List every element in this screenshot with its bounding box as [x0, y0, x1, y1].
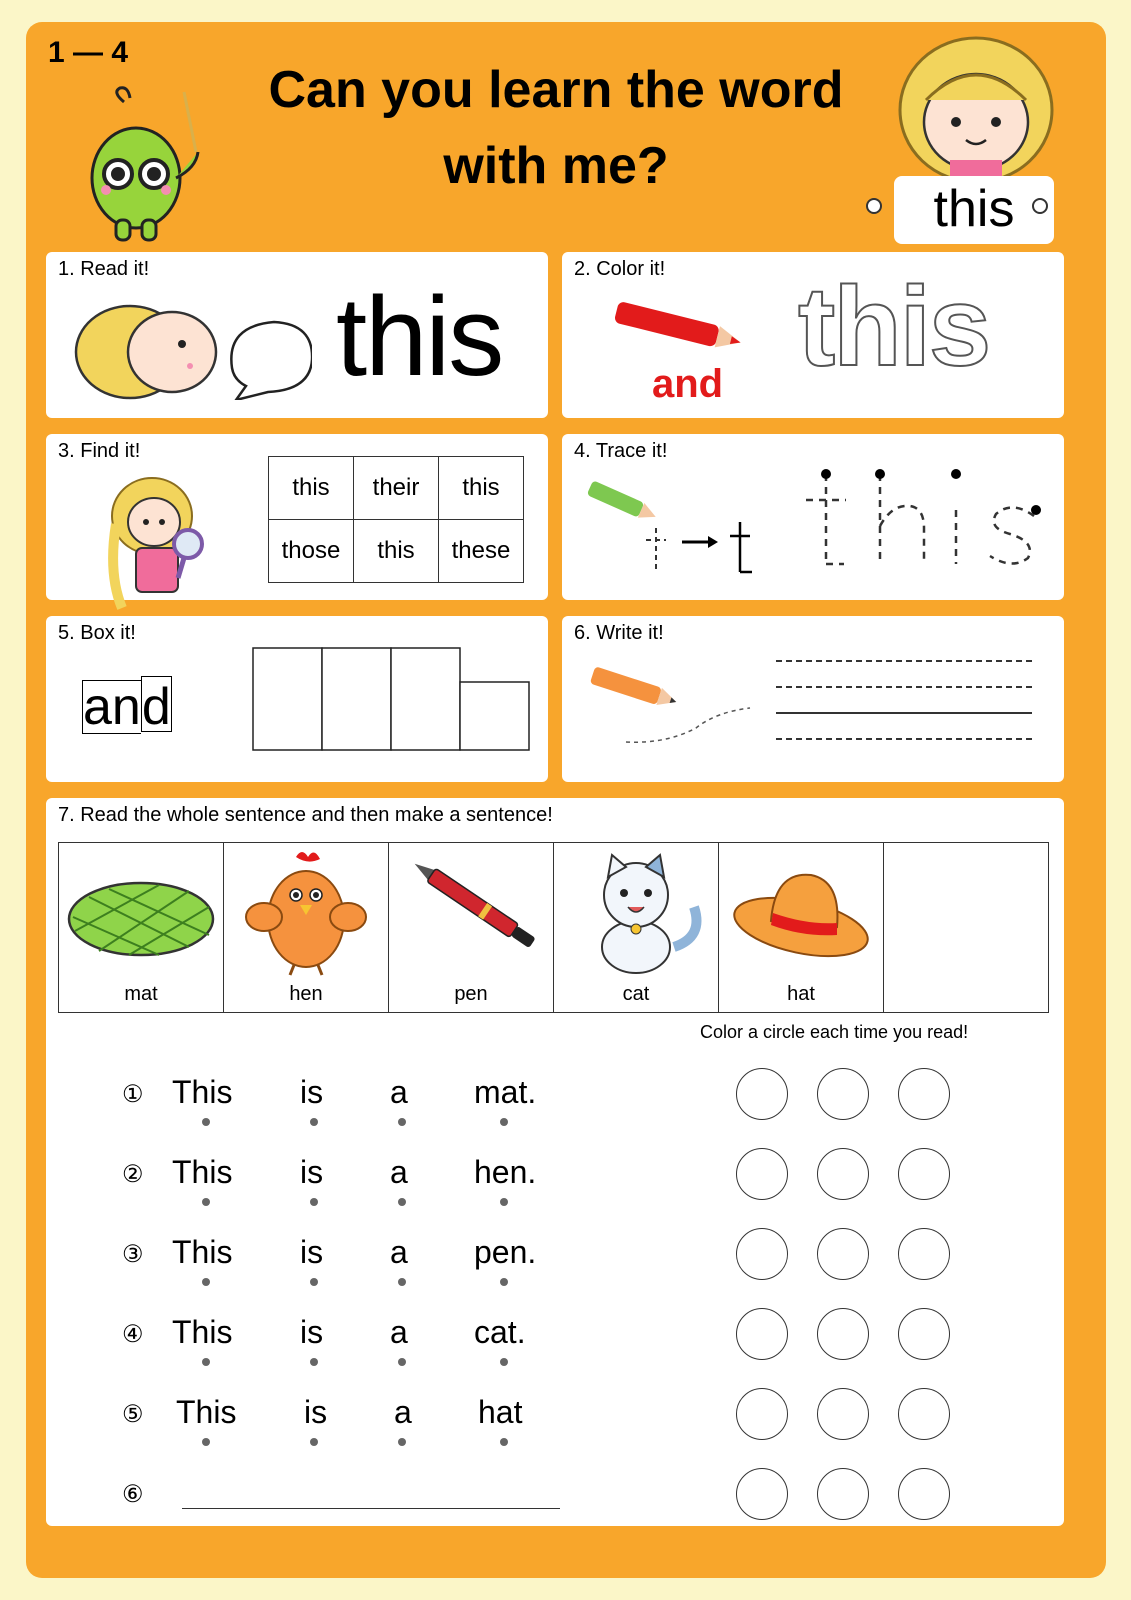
sentence-word: a	[390, 1314, 408, 1350]
picture-word: pen	[454, 983, 488, 1005]
read-circle[interactable]	[736, 1148, 788, 1200]
picture-cell-hen	[224, 843, 389, 1013]
read-circle[interactable]	[817, 1148, 869, 1200]
read-circle[interactable]	[817, 1308, 869, 1360]
page-title	[226, 52, 886, 204]
panel-read-label: 1. Read it!	[58, 258, 150, 280]
grid-cell[interactable]: these	[439, 520, 524, 583]
letter-boxes[interactable]	[252, 646, 534, 752]
panel-find	[46, 434, 548, 600]
mat-icon	[59, 847, 224, 977]
read-circle[interactable]	[736, 1468, 788, 1520]
sentence-word: This	[172, 1074, 233, 1110]
picture-word: cat	[622, 983, 650, 1005]
box-letter: n	[111, 678, 141, 736]
own-sentence-line[interactable]	[182, 1508, 560, 1509]
panel-trace-label: 4. Trace it!	[574, 440, 668, 462]
pen-icon	[389, 847, 554, 977]
sentence-word: This	[172, 1234, 233, 1270]
writing-line-top[interactable]	[776, 660, 1032, 662]
read-circle[interactable]	[898, 1228, 950, 1280]
crayon-word: and	[652, 362, 724, 406]
read-circle[interactable]	[898, 1148, 950, 1200]
read-circle[interactable]	[898, 1068, 950, 1120]
girl-magnifier-icon	[106, 474, 216, 610]
row-number: ③	[122, 1241, 144, 1268]
row-number: ①	[122, 1081, 144, 1108]
sentence-word: hen.	[474, 1154, 537, 1190]
sentence-row-4	[46, 1314, 1046, 1374]
card-pin-right	[1032, 198, 1048, 214]
picture-cell-empty[interactable]	[884, 843, 1049, 1013]
read-circle[interactable]	[736, 1388, 788, 1440]
word-dot	[202, 1118, 210, 1126]
read-circle[interactable]	[817, 1388, 869, 1440]
picture-cell-hat	[719, 843, 884, 1013]
sentence-row-3	[46, 1234, 1046, 1294]
writing-line-bottom[interactable]	[776, 738, 1032, 740]
title-line-2: with me?	[443, 137, 669, 195]
sentence-word: is	[300, 1154, 324, 1190]
row-number: ⑥	[122, 1481, 144, 1508]
worksheet	[26, 22, 1106, 1578]
panel-color	[562, 252, 1064, 418]
word-dot	[500, 1438, 508, 1446]
sentence-row-1	[46, 1074, 1046, 1134]
read-circle[interactable]	[736, 1228, 788, 1280]
grid-cell[interactable]: their	[354, 457, 439, 520]
grid-cell[interactable]: those	[269, 520, 354, 583]
read-circle[interactable]	[736, 1068, 788, 1120]
sentence-word: This	[172, 1314, 233, 1350]
boxed-example-word	[82, 680, 172, 734]
panel-sentence	[46, 798, 1064, 1526]
sentence-row-2	[46, 1154, 1046, 1214]
picture-word: hen	[289, 983, 323, 1005]
outline-word[interactable]: this	[798, 264, 990, 389]
sentence-word: hat	[478, 1394, 523, 1430]
read-circle[interactable]	[817, 1468, 869, 1520]
trace-word-icon[interactable]	[796, 460, 1046, 580]
box-letter: a	[83, 678, 112, 736]
word-dot	[398, 1358, 406, 1366]
cat-icon	[554, 847, 719, 977]
sentence-row-5	[46, 1394, 1046, 1454]
card-pin-left	[866, 198, 882, 214]
panel-sentence-label: 7. Read the whole sentence and then make a sentence!	[58, 804, 553, 826]
sentence-word: is	[300, 1234, 324, 1270]
grid-cell[interactable]: this	[269, 457, 354, 520]
row-number: ④	[122, 1321, 144, 1348]
row-number: ②	[122, 1161, 144, 1188]
picture-cell-pen	[389, 843, 554, 1013]
trace-example-icon	[582, 474, 762, 584]
sentence-word: a	[390, 1074, 408, 1110]
panel-read	[46, 252, 548, 418]
grid-cell[interactable]: this	[439, 457, 524, 520]
picture-table	[58, 842, 1049, 1013]
read-word: this	[336, 274, 503, 399]
picture-cell-cat	[554, 843, 719, 1013]
panel-box-label: 5. Box it!	[58, 622, 136, 644]
picture-cell-mat	[59, 843, 224, 1013]
word-dot	[500, 1198, 508, 1206]
word-dot	[202, 1358, 210, 1366]
word-dot	[500, 1358, 508, 1366]
find-word-grid	[268, 456, 524, 583]
read-circle[interactable]	[898, 1388, 950, 1440]
green-mascot-icon	[84, 82, 224, 242]
red-crayon-icon	[608, 302, 748, 356]
sentence-word: a	[394, 1394, 412, 1430]
picture-word: mat	[124, 983, 158, 1005]
hat-icon	[719, 847, 884, 977]
read-circle[interactable]	[817, 1228, 869, 1280]
writing-line-upper[interactable]	[776, 686, 1032, 688]
reading-hint: Color a circle each time you read!	[700, 1022, 969, 1042]
speaking-boy-icon	[72, 296, 312, 400]
writing-line-base[interactable]	[776, 712, 1032, 714]
word-dot	[202, 1198, 210, 1206]
word-card: this	[894, 176, 1054, 244]
word-dot	[310, 1438, 318, 1446]
sentence-word: mat.	[474, 1074, 537, 1110]
page-number: 1 — 4	[48, 36, 129, 69]
word-dot	[202, 1278, 210, 1286]
sentence-word: This	[176, 1394, 237, 1430]
word-dot	[500, 1278, 508, 1286]
sentence-word: is	[300, 1314, 324, 1350]
sentence-word: pen.	[474, 1234, 537, 1270]
row-number: ⑤	[122, 1401, 144, 1428]
sentence-word: is	[300, 1074, 324, 1110]
panel-color-label: 2. Color it!	[574, 258, 666, 280]
panel-box	[46, 616, 548, 782]
read-circle[interactable]	[898, 1468, 950, 1520]
word-dot	[202, 1438, 210, 1446]
sentence-row-6	[46, 1474, 1046, 1534]
sentence-word: a	[390, 1154, 408, 1190]
read-circle[interactable]	[898, 1308, 950, 1360]
word-dot	[310, 1118, 318, 1126]
title-line-1: Can you learn the word	[268, 61, 844, 119]
picture-word: hat	[787, 983, 815, 1005]
sentence-word: This	[172, 1154, 233, 1190]
orange-pencil-icon	[586, 666, 756, 746]
word-dot	[500, 1118, 508, 1126]
word-dot	[398, 1438, 406, 1446]
hen-icon	[224, 847, 389, 977]
word-dot	[398, 1198, 406, 1206]
panel-trace	[562, 434, 1064, 600]
word-dot	[398, 1278, 406, 1286]
word-dot	[398, 1118, 406, 1126]
read-circle[interactable]	[817, 1068, 869, 1120]
girl-character-icon	[886, 30, 1066, 180]
word-dot	[310, 1358, 318, 1366]
panel-write	[562, 616, 1064, 782]
box-letter: d	[141, 678, 171, 736]
panel-write-label: 6. Write it!	[574, 622, 664, 644]
word-dot	[310, 1198, 318, 1206]
panel-find-label: 3. Find it!	[58, 440, 141, 462]
read-circle[interactable]	[736, 1308, 788, 1360]
sentence-word: cat.	[474, 1314, 526, 1350]
sentence-word: is	[304, 1394, 328, 1430]
word-dot	[310, 1278, 318, 1286]
grid-cell[interactable]: this	[354, 520, 439, 583]
sentence-word: a	[390, 1234, 408, 1270]
